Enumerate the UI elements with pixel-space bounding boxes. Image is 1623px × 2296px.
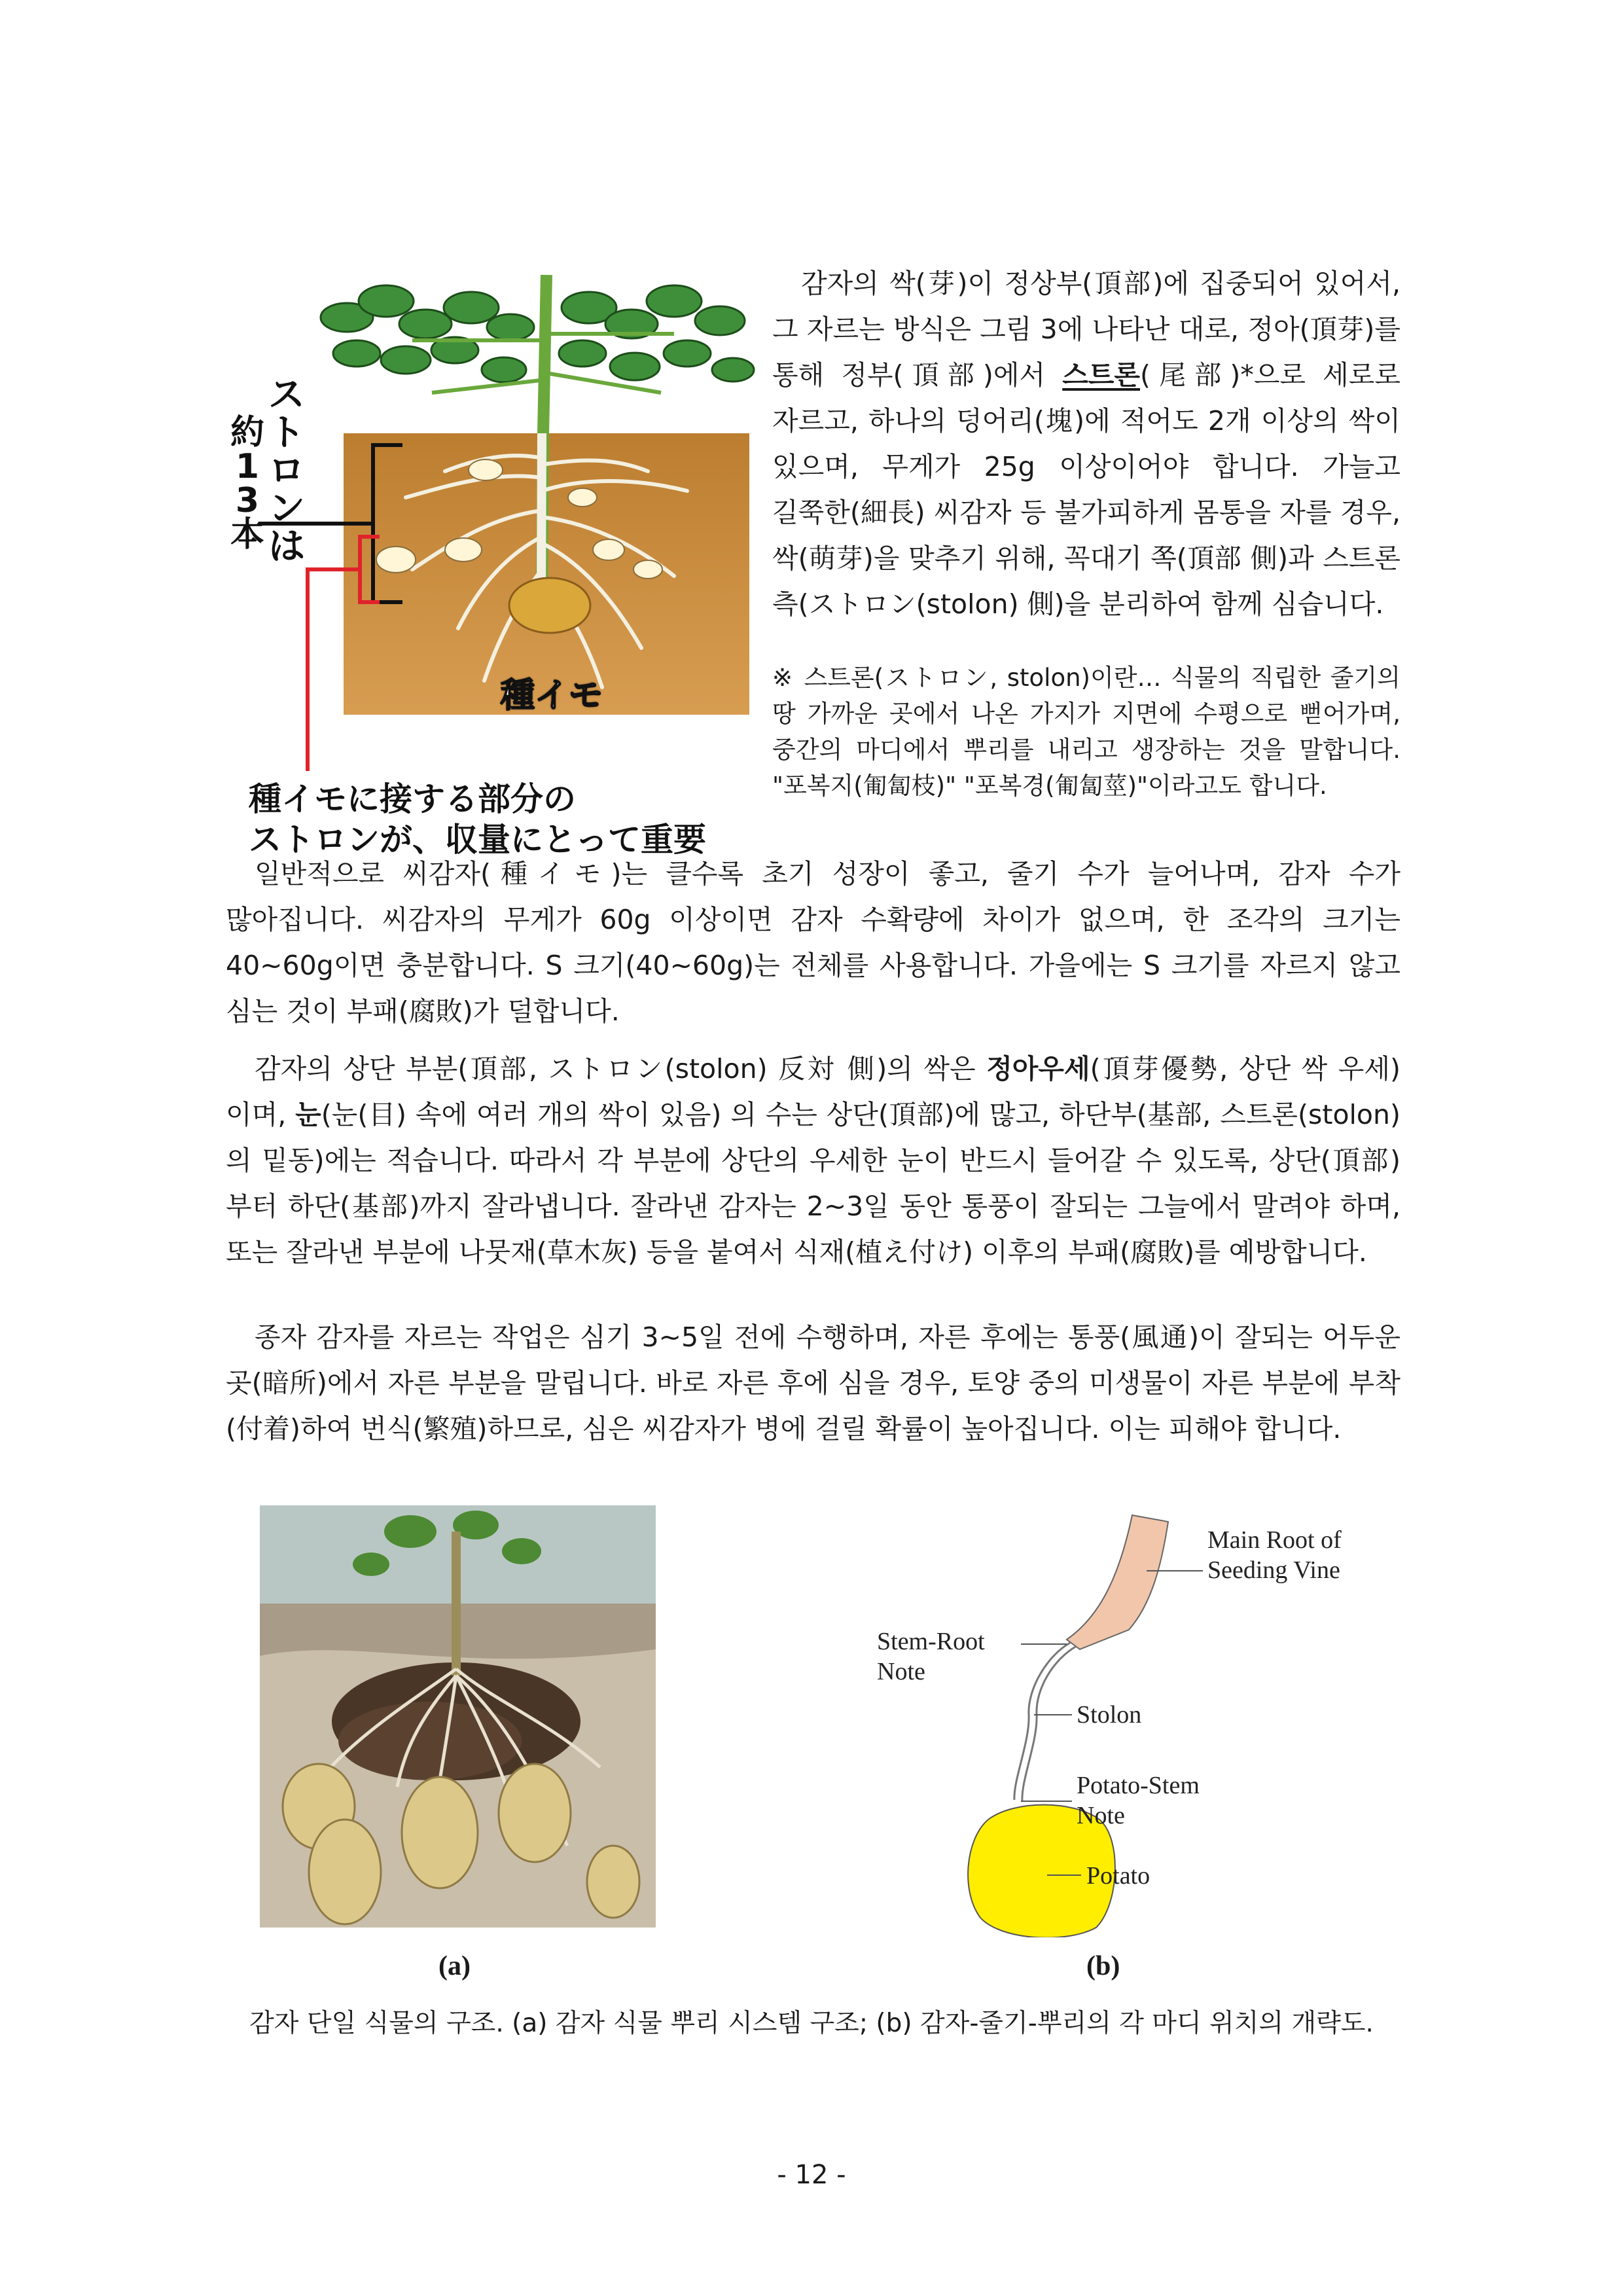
figure-caption: 감자 단일 식물의 구조. (a) 감자 식물 뿌리 시스템 구조; (b) 감자-줄기-뿌리의 각 마디 위치의 개략도. bbox=[249, 2009, 1374, 2038]
para3-part-b: (頂芽優勢, 상단 싹 우세)이며, bbox=[226, 1053, 1400, 1130]
para3-part-c: (눈(目) 속에 여러 개의 싹이 있음) 의 수는 상단(頂部)에 많고, 하단부(基部, 스트론(stolon)의 밑동)에는 적습니다. 따라서 각 부분에 상단의 우세한 눈이 반드시 들어갈 수 있도록, 상단(頂部)부터 하단(基部)까지 잘라냅니다. 잘라낸 감자는 2~3일 동안 통풍이 잘되는 그늘에서 말려야 하며, 또는 잘라낸 부분에 나뭇재(草木灰) 등을 붙여서 식재(植え付け) 이후의 부패(腐敗)를 예방합니다. bbox=[226, 1099, 1400, 1268]
intro-text-part2: (尾部)*으로 세로로 자르고, 하나의 덩어리(塊)에 적어도 2개 이상의 싹이 있으며, 무게가 25g 이상이어야 합니다. 가늘고 길쭉한(細長) 씨감자 등 불가피하게 몸통을 자를 경우, 싹(萌芽)을 맞추기 위해, 꼭대기 쪽(頂部 側)과 스트론 측(ストロン(stolon) 側)을 분리하여 함께 심습니다. bbox=[772, 359, 1400, 620]
figure-a-label: (a) bbox=[438, 1951, 471, 1981]
page-number: - 12 - bbox=[777, 2160, 846, 2190]
stolon-note: ※ 스트론(ストロン, stolon)이란… 식물의 직립한 줄기의 땅 가까운 곳에서 나온 가지가 지면에 수평으로 뻗어가며, 중간의 마디에서 뿌리를 내리고 생장하는 것을 말합니다. "포복지(匍匐枝)" "포복경(匍匐莖)"이라고도 합니다. bbox=[772, 664, 1400, 800]
root-system-photo-drawing bbox=[260, 1505, 656, 1928]
paragraph-cutting-method bbox=[226, 1046, 1400, 1275]
stolon-count-label-col1: ストロンは bbox=[268, 374, 305, 568]
seed-potato-label: 種イモ bbox=[501, 676, 603, 715]
importance-label-line2: ストロンが、収量にとって重要 bbox=[249, 821, 706, 859]
stolon-node-drawing bbox=[942, 1505, 1414, 1937]
stolon-node-diagram bbox=[877, 1505, 1414, 1937]
label-main-root: Main Root of Seeding Vine bbox=[1207, 1526, 1342, 1584]
paragraph-cutting-timing: 종자 감자를 자르는 작업은 심기 3~5일 전에 수행하며, 자른 후에는 통풍(風通)이 잘되는 어두운 곳(暗所)에서 자른 부분을 말립니다. 바로 자른 후에 심을 경우, 토양 중의 미생물이 자른 부분에 부착(付着)하여 번식(繁殖)하므로, 심은 씨감자가 병에 걸릴 확률이 높아집니다. 이는 피해야 합니다. bbox=[226, 1321, 1400, 1444]
intro-bold-term: 스트론 bbox=[1062, 359, 1141, 391]
label-stem-root-note: Stem-Root Note bbox=[877, 1628, 985, 1685]
paragraph-seed-size: 일반적으로 씨감자(種イモ)는 클수록 초기 성장이 좋고, 줄기 수가 늘어나며, 감자 수가 많아집니다. 씨감자의 무게가 60g 이상이면 감자 수확량에 차이가 없으며, 한 조각의 크기는 40~60g이면 충분합니다. S 크기(40~60g)는 전체를 사용합니다. 가을에는 S 크기를 자르지 않고 심는 것이 부패(腐敗)가 덜합니다. bbox=[226, 858, 1400, 1027]
label-stolon: Stolon bbox=[1077, 1701, 1142, 1729]
para3-bold-eye: 눈 bbox=[295, 1099, 321, 1130]
stolon-count-label-col2: 約13本 bbox=[230, 413, 264, 554]
para3-bold-apical-dominance: 정아우세 bbox=[986, 1053, 1090, 1085]
importance-label-line1: 種イモに接する部分の bbox=[249, 780, 576, 818]
potato-plant-illustration bbox=[216, 262, 766, 877]
para3-part-a: 감자의 상단 부분(頂部, ストロン(stolon) 反対 側)의 싹은 bbox=[255, 1053, 987, 1085]
intro-paragraph bbox=[772, 260, 1400, 627]
figure-b-label: (b) bbox=[1086, 1951, 1120, 1981]
root-system-photo bbox=[260, 1505, 656, 1928]
label-potato-stem-note: Potato-Stem Note bbox=[1077, 1772, 1200, 1829]
label-potato: Potato bbox=[1086, 1862, 1150, 1890]
intro-text-part1: 감자의 싹(芽)이 정상부(頂部)에 집중되어 있어서, 그 자르는 방식은 그림 3에 나타난 대로, 정아(頂芽)를 통해 정부(頂部)에서 bbox=[772, 268, 1400, 391]
